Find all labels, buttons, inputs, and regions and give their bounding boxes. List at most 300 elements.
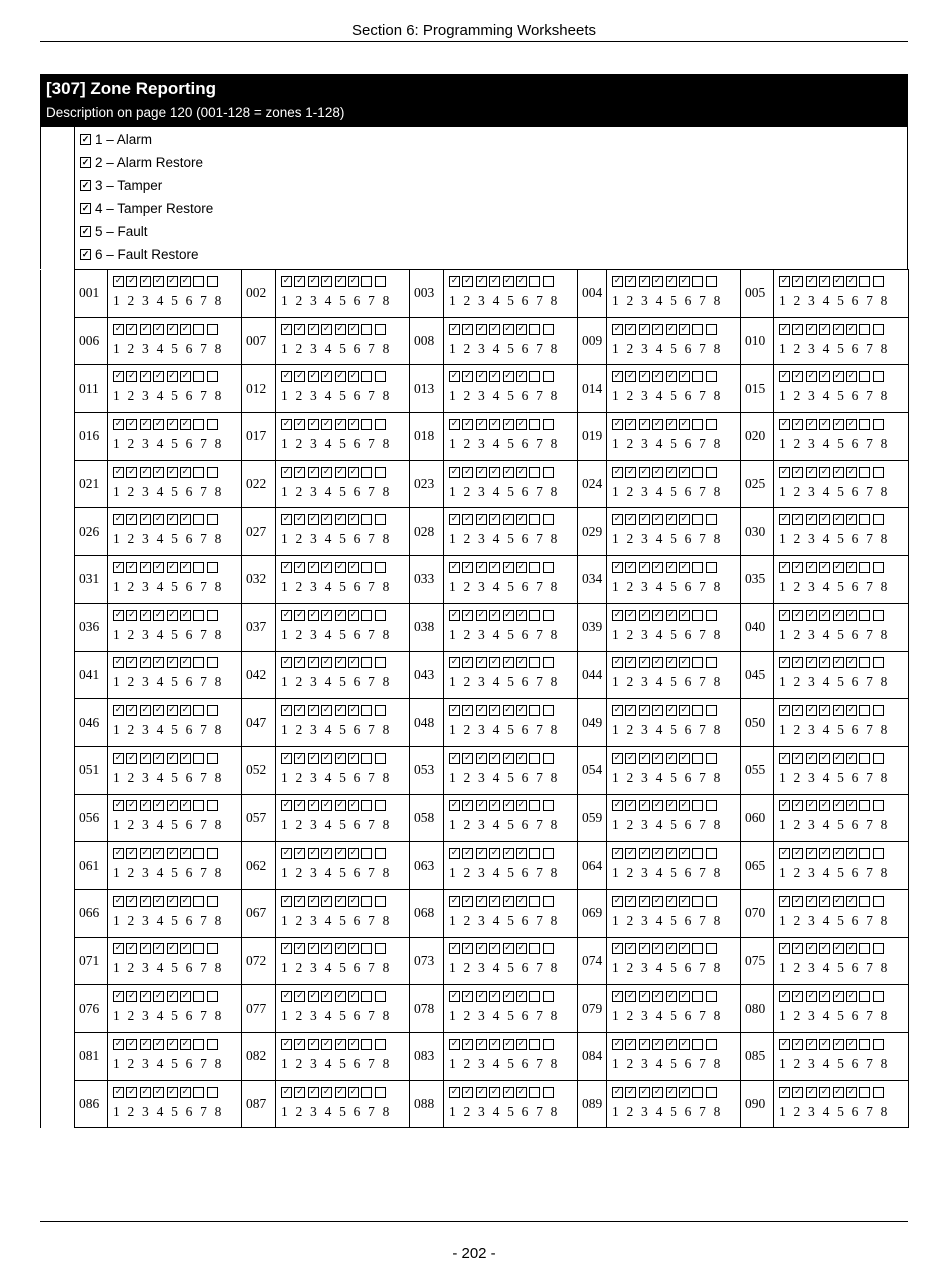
checked-box-icon[interactable]: ✓ xyxy=(322,418,331,429)
checked-box-icon[interactable]: ✓ xyxy=(627,418,635,429)
empty-box-icon[interactable] xyxy=(706,657,717,668)
empty-box-icon[interactable] xyxy=(859,753,870,764)
checked-box-icon[interactable]: ✓ xyxy=(168,275,176,286)
checked-box-icon[interactable]: ✓ xyxy=(296,705,304,716)
checked-box-icon[interactable]: ✓ xyxy=(322,323,331,334)
empty-box-icon[interactable] xyxy=(859,276,870,287)
checked-box-icon[interactable]: ✓ xyxy=(504,371,512,382)
checked-box-icon[interactable]: ✓ xyxy=(309,275,318,286)
checked-box-icon[interactable]: ✓ xyxy=(464,371,472,382)
checked-box-icon[interactable]: ✓ xyxy=(128,705,136,716)
checked-box-icon[interactable]: ✓ xyxy=(349,466,358,477)
checked-box-icon[interactable]: ✓ xyxy=(450,609,459,620)
empty-box-icon[interactable] xyxy=(859,419,870,430)
checked-box-icon[interactable]: ✓ xyxy=(450,848,459,859)
checked-box-icon[interactable]: ✓ xyxy=(847,943,856,954)
checked-box-icon[interactable]: ✓ xyxy=(477,1086,486,1097)
checked-box-icon[interactable]: ✓ xyxy=(847,705,856,716)
checked-box-icon[interactable]: ✓ xyxy=(154,561,163,572)
checked-box-icon[interactable]: ✓ xyxy=(296,466,304,477)
checked-box-icon[interactable]: ✓ xyxy=(322,800,331,811)
checked-box-icon[interactable]: ✓ xyxy=(627,561,635,572)
checked-box-icon[interactable]: ✓ xyxy=(322,514,331,525)
checked-box-icon[interactable]: ✓ xyxy=(794,609,802,620)
checked-box-icon[interactable]: ✓ xyxy=(114,466,123,477)
checked-box-icon[interactable]: ✓ xyxy=(794,561,802,572)
checked-box-icon[interactable]: ✓ xyxy=(807,609,816,620)
empty-box-icon[interactable] xyxy=(873,371,884,382)
checked-box-icon[interactable]: ✓ xyxy=(336,943,344,954)
checked-box-icon[interactable]: ✓ xyxy=(640,275,649,286)
checked-box-icon[interactable]: ✓ xyxy=(349,895,358,906)
checked-box-icon[interactable]: ✓ xyxy=(807,561,816,572)
checked-box-icon[interactable]: ✓ xyxy=(309,1038,318,1049)
checked-box-icon[interactable]: ✓ xyxy=(168,561,176,572)
checked-box-icon[interactable]: ✓ xyxy=(181,657,190,668)
empty-box-icon[interactable] xyxy=(706,610,717,621)
checked-box-icon[interactable]: ✓ xyxy=(847,1038,856,1049)
empty-box-icon[interactable] xyxy=(873,991,884,1002)
empty-box-icon[interactable] xyxy=(375,657,386,668)
checked-box-icon[interactable]: ✓ xyxy=(128,800,136,811)
checked-box-icon[interactable]: ✓ xyxy=(627,705,635,716)
checked-box-icon[interactable]: ✓ xyxy=(640,895,649,906)
checked-box-icon[interactable]: ✓ xyxy=(517,1038,526,1049)
empty-box-icon[interactable] xyxy=(543,610,554,621)
checked-box-icon[interactable]: ✓ xyxy=(296,275,304,286)
checked-box-icon[interactable]: ✓ xyxy=(847,800,856,811)
empty-box-icon[interactable] xyxy=(706,943,717,954)
checked-box-icon[interactable]: ✓ xyxy=(834,561,842,572)
checked-box-icon[interactable]: ✓ xyxy=(807,657,816,668)
empty-box-icon[interactable] xyxy=(529,991,540,1002)
checked-box-icon[interactable]: ✓ xyxy=(464,466,472,477)
checked-box-icon[interactable]: ✓ xyxy=(141,848,150,859)
empty-box-icon[interactable] xyxy=(361,848,372,859)
checked-box-icon[interactable]: ✓ xyxy=(154,705,163,716)
checked-box-icon[interactable]: ✓ xyxy=(794,895,802,906)
empty-box-icon[interactable] xyxy=(873,419,884,430)
checked-box-icon[interactable]: ✓ xyxy=(181,275,190,286)
empty-box-icon[interactable] xyxy=(375,848,386,859)
empty-box-icon[interactable] xyxy=(706,1039,717,1050)
checked-box-icon[interactable]: ✓ xyxy=(464,514,472,525)
checked-box-icon[interactable]: ✓ xyxy=(296,752,304,763)
checked-box-icon[interactable]: ✓ xyxy=(296,991,304,1002)
checked-box-icon[interactable]: ✓ xyxy=(794,848,802,859)
empty-box-icon[interactable] xyxy=(193,467,204,478)
checked-box-icon[interactable]: ✓ xyxy=(847,561,856,572)
checked-box-icon[interactable]: ✓ xyxy=(504,991,512,1002)
checked-box-icon[interactable]: ✓ xyxy=(464,1086,472,1097)
checked-box-icon[interactable]: ✓ xyxy=(477,895,486,906)
checked-box-icon[interactable]: ✓ xyxy=(296,1038,304,1049)
empty-box-icon[interactable] xyxy=(859,467,870,478)
checked-box-icon[interactable]: ✓ xyxy=(794,1086,802,1097)
checked-box-icon[interactable]: ✓ xyxy=(847,609,856,620)
empty-box-icon[interactable] xyxy=(207,562,218,573)
checked-box-icon[interactable]: ✓ xyxy=(349,752,358,763)
empty-box-icon[interactable] xyxy=(873,1087,884,1098)
checked-box-icon[interactable]: ✓ xyxy=(680,991,689,1002)
checked-box-icon[interactable]: ✓ xyxy=(834,1086,842,1097)
checked-box-icon[interactable]: ✓ xyxy=(168,609,176,620)
checked-box-icon[interactable]: ✓ xyxy=(807,275,816,286)
checked-box-icon[interactable]: ✓ xyxy=(490,609,499,620)
checked-box-icon[interactable]: ✓ xyxy=(309,752,318,763)
checked-box-icon[interactable]: ✓ xyxy=(847,418,856,429)
empty-box-icon[interactable] xyxy=(361,371,372,382)
empty-box-icon[interactable] xyxy=(873,705,884,716)
checked-box-icon[interactable]: ✓ xyxy=(667,561,675,572)
checked-box-icon[interactable]: ✓ xyxy=(181,991,190,1002)
checked-box-icon[interactable]: ✓ xyxy=(680,1086,689,1097)
checked-box-icon[interactable]: ✓ xyxy=(834,1038,842,1049)
checked-box-icon[interactable]: ✓ xyxy=(847,657,856,668)
checked-box-icon[interactable]: ✓ xyxy=(780,275,789,286)
empty-box-icon[interactable] xyxy=(207,753,218,764)
checked-box-icon[interactable]: ✓ xyxy=(141,752,150,763)
checked-box-icon[interactable]: ✓ xyxy=(322,561,331,572)
checked-box-icon[interactable]: ✓ xyxy=(504,848,512,859)
checked-box-icon[interactable]: ✓ xyxy=(640,514,649,525)
empty-box-icon[interactable] xyxy=(529,1039,540,1050)
checked-box-icon[interactable]: ✓ xyxy=(490,848,499,859)
checked-box-icon[interactable]: ✓ xyxy=(517,800,526,811)
checked-box-icon[interactable]: ✓ xyxy=(450,514,459,525)
empty-box-icon[interactable] xyxy=(859,705,870,716)
checked-box-icon[interactable]: ✓ xyxy=(680,1038,689,1049)
checked-box-icon[interactable]: ✓ xyxy=(820,323,829,334)
empty-box-icon[interactable] xyxy=(543,848,554,859)
empty-box-icon[interactable] xyxy=(375,276,386,287)
empty-box-icon[interactable] xyxy=(543,419,554,430)
checked-box-icon[interactable]: ✓ xyxy=(490,323,499,334)
checked-box-icon[interactable]: ✓ xyxy=(680,418,689,429)
checked-box-icon[interactable]: ✓ xyxy=(794,371,802,382)
empty-box-icon[interactable] xyxy=(873,800,884,811)
checked-box-icon[interactable]: ✓ xyxy=(627,657,635,668)
checked-box-icon[interactable]: ✓ xyxy=(640,609,649,620)
checked-box-icon[interactable]: ✓ xyxy=(490,895,499,906)
checked-box-icon[interactable]: ✓ xyxy=(309,371,318,382)
checked-box-icon[interactable]: ✓ xyxy=(640,371,649,382)
checked-box-icon[interactable]: ✓ xyxy=(450,705,459,716)
checked-box-icon[interactable]: ✓ xyxy=(640,657,649,668)
checked-box-icon[interactable]: ✓ xyxy=(309,800,318,811)
empty-box-icon[interactable] xyxy=(859,943,870,954)
checked-box-icon[interactable]: ✓ xyxy=(490,1038,499,1049)
checked-box-icon[interactable]: ✓ xyxy=(336,323,344,334)
checked-box-icon[interactable]: ✓ xyxy=(322,848,331,859)
checked-box-icon[interactable]: ✓ xyxy=(181,895,190,906)
empty-box-icon[interactable] xyxy=(692,324,703,335)
empty-box-icon[interactable] xyxy=(706,753,717,764)
checked-box-icon[interactable]: ✓ xyxy=(154,943,163,954)
checked-box-icon[interactable]: ✓ xyxy=(627,1038,635,1049)
checked-box-icon[interactable]: ✓ xyxy=(477,561,486,572)
checked-box-icon[interactable]: ✓ xyxy=(141,275,150,286)
checked-box-icon[interactable]: ✓ xyxy=(282,514,291,525)
empty-box-icon[interactable] xyxy=(692,800,703,811)
checked-box-icon[interactable]: ✓ xyxy=(667,466,675,477)
checked-box-icon[interactable]: ✓ xyxy=(490,991,499,1002)
checked-box-icon[interactable]: ✓ xyxy=(780,1038,789,1049)
empty-box-icon[interactable] xyxy=(361,467,372,478)
checked-box-icon[interactable]: ✓ xyxy=(128,275,136,286)
empty-box-icon[interactable] xyxy=(543,753,554,764)
checked-box-icon[interactable]: ✓ xyxy=(349,514,358,525)
empty-box-icon[interactable] xyxy=(706,896,717,907)
checked-box-icon[interactable]: ✓ xyxy=(168,418,176,429)
empty-box-icon[interactable] xyxy=(361,562,372,573)
checked-box-icon[interactable]: ✓ xyxy=(336,275,344,286)
checked-box-icon[interactable]: ✓ xyxy=(667,657,675,668)
checked-box-icon[interactable]: ✓ xyxy=(640,991,649,1002)
empty-box-icon[interactable] xyxy=(529,514,540,525)
checked-box-icon[interactable]: ✓ xyxy=(282,1038,291,1049)
checked-box-icon[interactable]: ✓ xyxy=(667,609,675,620)
checked-box-icon[interactable]: ✓ xyxy=(141,514,150,525)
empty-box-icon[interactable] xyxy=(543,991,554,1002)
empty-box-icon[interactable] xyxy=(193,943,204,954)
checked-box-icon[interactable]: ✓ xyxy=(820,1038,829,1049)
checked-box-icon[interactable]: ✓ xyxy=(282,752,291,763)
empty-box-icon[interactable] xyxy=(207,1087,218,1098)
empty-box-icon[interactable] xyxy=(361,753,372,764)
checked-box-icon[interactable]: ✓ xyxy=(477,609,486,620)
checked-box-icon[interactable]: ✓ xyxy=(504,466,512,477)
checked-box-icon[interactable]: ✓ xyxy=(322,752,331,763)
checked-box-icon[interactable]: ✓ xyxy=(834,657,842,668)
checked-box-icon[interactable]: ✓ xyxy=(282,848,291,859)
checked-box-icon[interactable]: ✓ xyxy=(653,848,662,859)
checked-box-icon[interactable]: ✓ xyxy=(181,800,190,811)
checked-box-icon[interactable]: ✓ xyxy=(114,848,123,859)
checked-box-icon[interactable]: ✓ xyxy=(141,1086,150,1097)
checked-box-icon[interactable]: ✓ xyxy=(181,609,190,620)
empty-box-icon[interactable] xyxy=(193,896,204,907)
checked-box-icon[interactable]: ✓ xyxy=(504,1038,512,1049)
checked-box-icon[interactable]: ✓ xyxy=(282,418,291,429)
empty-box-icon[interactable] xyxy=(543,800,554,811)
checked-box-icon[interactable]: ✓ xyxy=(667,705,675,716)
checked-box-icon[interactable]: ✓ xyxy=(464,705,472,716)
checked-box-icon[interactable]: ✓ xyxy=(114,1038,123,1049)
checked-box-icon[interactable]: ✓ xyxy=(464,1038,472,1049)
empty-box-icon[interactable] xyxy=(375,610,386,621)
checked-box-icon[interactable]: ✓ xyxy=(517,418,526,429)
checked-box-icon[interactable]: ✓ xyxy=(282,1086,291,1097)
checked-box-icon[interactable]: ✓ xyxy=(128,466,136,477)
checked-box-icon[interactable]: ✓ xyxy=(477,371,486,382)
empty-box-icon[interactable] xyxy=(543,943,554,954)
checked-box-icon[interactable]: ✓ xyxy=(680,561,689,572)
empty-box-icon[interactable] xyxy=(543,514,554,525)
checked-box-icon[interactable]: ✓ xyxy=(309,657,318,668)
checked-box-icon[interactable]: ✓ xyxy=(181,705,190,716)
checked-box-icon[interactable]: ✓ xyxy=(627,991,635,1002)
empty-box-icon[interactable] xyxy=(873,1039,884,1050)
checked-box-icon[interactable]: ✓ xyxy=(834,275,842,286)
empty-box-icon[interactable] xyxy=(193,371,204,382)
checked-box-icon[interactable]: ✓ xyxy=(114,323,123,334)
checked-box-icon[interactable]: ✓ xyxy=(309,1086,318,1097)
checked-box-icon[interactable]: ✓ xyxy=(794,323,802,334)
checked-box-icon[interactable]: ✓ xyxy=(464,943,472,954)
empty-box-icon[interactable] xyxy=(692,943,703,954)
checked-box-icon[interactable]: ✓ xyxy=(464,418,472,429)
checked-box-icon[interactable]: ✓ xyxy=(349,561,358,572)
checked-box-icon[interactable]: ✓ xyxy=(613,657,622,668)
empty-box-icon[interactable] xyxy=(873,514,884,525)
checked-box-icon[interactable]: ✓ xyxy=(820,561,829,572)
checked-box-icon[interactable]: ✓ xyxy=(464,895,472,906)
checked-box-icon[interactable]: ✓ xyxy=(477,418,486,429)
checked-box-icon[interactable]: ✓ xyxy=(128,609,136,620)
checked-box-icon[interactable]: ✓ xyxy=(517,466,526,477)
checked-box-icon[interactable]: ✓ xyxy=(450,657,459,668)
checked-box-icon[interactable]: ✓ xyxy=(627,943,635,954)
checked-box-icon[interactable]: ✓ xyxy=(667,1038,675,1049)
checked-box-icon[interactable]: ✓ xyxy=(517,323,526,334)
empty-box-icon[interactable] xyxy=(207,848,218,859)
checked-box-icon[interactable]: ✓ xyxy=(477,943,486,954)
empty-box-icon[interactable] xyxy=(375,514,386,525)
checked-box-icon[interactable]: ✓ xyxy=(168,1038,176,1049)
checked-box-icon[interactable]: ✓ xyxy=(820,800,829,811)
checked-box-icon[interactable]: ✓ xyxy=(450,1086,459,1097)
empty-box-icon[interactable] xyxy=(706,467,717,478)
checked-box-icon[interactable]: ✓ xyxy=(128,1086,136,1097)
checked-box-icon[interactable]: ✓ xyxy=(128,418,136,429)
checked-box-icon[interactable]: ✓ xyxy=(128,895,136,906)
checked-box-icon[interactable]: ✓ xyxy=(450,275,459,286)
checked-box-icon[interactable]: ✓ xyxy=(820,275,829,286)
checked-box-icon[interactable]: ✓ xyxy=(807,991,816,1002)
checked-box-icon[interactable]: ✓ xyxy=(504,705,512,716)
empty-box-icon[interactable] xyxy=(706,848,717,859)
checked-box-icon[interactable]: ✓ xyxy=(181,848,190,859)
checked-box-icon[interactable]: ✓ xyxy=(780,466,789,477)
checked-box-icon[interactable]: ✓ xyxy=(477,514,486,525)
empty-box-icon[interactable] xyxy=(361,419,372,430)
empty-box-icon[interactable] xyxy=(706,991,717,1002)
checked-box-icon[interactable]: ✓ xyxy=(667,752,675,763)
checked-box-icon[interactable]: ✓ xyxy=(336,418,344,429)
checked-box-icon[interactable]: ✓ xyxy=(834,466,842,477)
checked-box-icon[interactable]: ✓ xyxy=(517,752,526,763)
checked-box-icon[interactable]: ✓ xyxy=(504,943,512,954)
checked-box-icon[interactable]: ✓ xyxy=(296,800,304,811)
checked-box-icon[interactable]: ✓ xyxy=(114,609,123,620)
checked-box-icon[interactable]: ✓ xyxy=(168,943,176,954)
empty-box-icon[interactable] xyxy=(873,896,884,907)
checked-box-icon[interactable]: ✓ xyxy=(296,371,304,382)
checked-box-icon[interactable]: ✓ xyxy=(114,752,123,763)
checked-box-icon[interactable]: ✓ xyxy=(114,275,123,286)
checked-box-icon[interactable]: ✓ xyxy=(336,1086,344,1097)
checked-box-icon[interactable]: ✓ xyxy=(114,561,123,572)
checked-box-icon[interactable]: ✓ xyxy=(680,275,689,286)
checked-box-icon[interactable]: ✓ xyxy=(490,561,499,572)
empty-box-icon[interactable] xyxy=(529,324,540,335)
checked-box-icon[interactable]: ✓ xyxy=(490,1086,499,1097)
checked-box-icon[interactable]: ✓ xyxy=(464,848,472,859)
checked-box-icon[interactable]: ✓ xyxy=(309,466,318,477)
empty-box-icon[interactable] xyxy=(375,1087,386,1098)
checked-box-icon[interactable]: ✓ xyxy=(168,705,176,716)
checked-box-icon[interactable]: ✓ xyxy=(667,371,675,382)
checked-box-icon[interactable]: ✓ xyxy=(336,657,344,668)
checked-box-icon[interactable]: ✓ xyxy=(128,323,136,334)
checked-box-icon[interactable]: ✓ xyxy=(680,514,689,525)
checked-box-icon[interactable]: ✓ xyxy=(282,466,291,477)
empty-box-icon[interactable] xyxy=(543,276,554,287)
checked-box-icon[interactable]: ✓ xyxy=(613,943,622,954)
checked-box-icon[interactable]: ✓ xyxy=(349,848,358,859)
checked-box-icon[interactable]: ✓ xyxy=(834,323,842,334)
checked-box-icon[interactable]: ✓ xyxy=(181,371,190,382)
checked-box-icon[interactable]: ✓ xyxy=(780,800,789,811)
empty-box-icon[interactable] xyxy=(361,1087,372,1098)
checked-box-icon[interactable]: ✓ xyxy=(517,371,526,382)
checked-box-icon[interactable]: ✓ xyxy=(309,895,318,906)
empty-box-icon[interactable] xyxy=(692,514,703,525)
checked-box-icon[interactable]: ✓ xyxy=(627,371,635,382)
empty-box-icon[interactable] xyxy=(529,610,540,621)
checked-box-icon[interactable]: ✓ xyxy=(820,1086,829,1097)
checked-box-icon[interactable]: ✓ xyxy=(309,323,318,334)
empty-box-icon[interactable] xyxy=(193,753,204,764)
checked-box-icon[interactable]: ✓ xyxy=(490,466,499,477)
checked-box-icon[interactable]: ✓ xyxy=(834,943,842,954)
checked-box-icon[interactable]: ✓ xyxy=(794,800,802,811)
empty-box-icon[interactable] xyxy=(375,705,386,716)
checked-box-icon[interactable]: ✓ xyxy=(322,895,331,906)
empty-box-icon[interactable] xyxy=(859,610,870,621)
checked-box-icon[interactable]: ✓ xyxy=(820,991,829,1002)
checked-box-icon[interactable]: ✓ xyxy=(834,895,842,906)
checked-box-icon[interactable]: ✓ xyxy=(114,991,123,1002)
empty-box-icon[interactable] xyxy=(692,562,703,573)
checked-box-icon[interactable]: ✓ xyxy=(349,1086,358,1097)
checked-box-icon[interactable]: ✓ xyxy=(349,800,358,811)
checked-box-icon[interactable]: ✓ xyxy=(128,561,136,572)
empty-box-icon[interactable] xyxy=(859,562,870,573)
checked-box-icon[interactable]: ✓ xyxy=(181,418,190,429)
checked-box-icon[interactable]: ✓ xyxy=(794,1038,802,1049)
checked-box-icon[interactable]: ✓ xyxy=(141,705,150,716)
checked-box-icon[interactable]: ✓ xyxy=(780,514,789,525)
checked-box-icon[interactable]: ✓ xyxy=(168,371,176,382)
checked-box-icon[interactable]: ✓ xyxy=(504,895,512,906)
empty-box-icon[interactable] xyxy=(193,1039,204,1050)
checked-box-icon[interactable]: ✓ xyxy=(141,991,150,1002)
empty-box-icon[interactable] xyxy=(692,896,703,907)
checked-box-icon[interactable]: ✓ xyxy=(450,466,459,477)
checked-box-icon[interactable]: ✓ xyxy=(613,895,622,906)
checked-box-icon[interactable]: ✓ xyxy=(807,943,816,954)
empty-box-icon[interactable] xyxy=(193,657,204,668)
checked-box-icon[interactable]: ✓ xyxy=(653,657,662,668)
checked-box-icon[interactable]: ✓ xyxy=(477,848,486,859)
empty-box-icon[interactable] xyxy=(692,1087,703,1098)
checked-box-icon[interactable]: ✓ xyxy=(653,371,662,382)
checked-box-icon[interactable]: ✓ xyxy=(653,752,662,763)
checked-box-icon[interactable]: ✓ xyxy=(653,514,662,525)
checked-box-icon[interactable]: ✓ xyxy=(336,561,344,572)
